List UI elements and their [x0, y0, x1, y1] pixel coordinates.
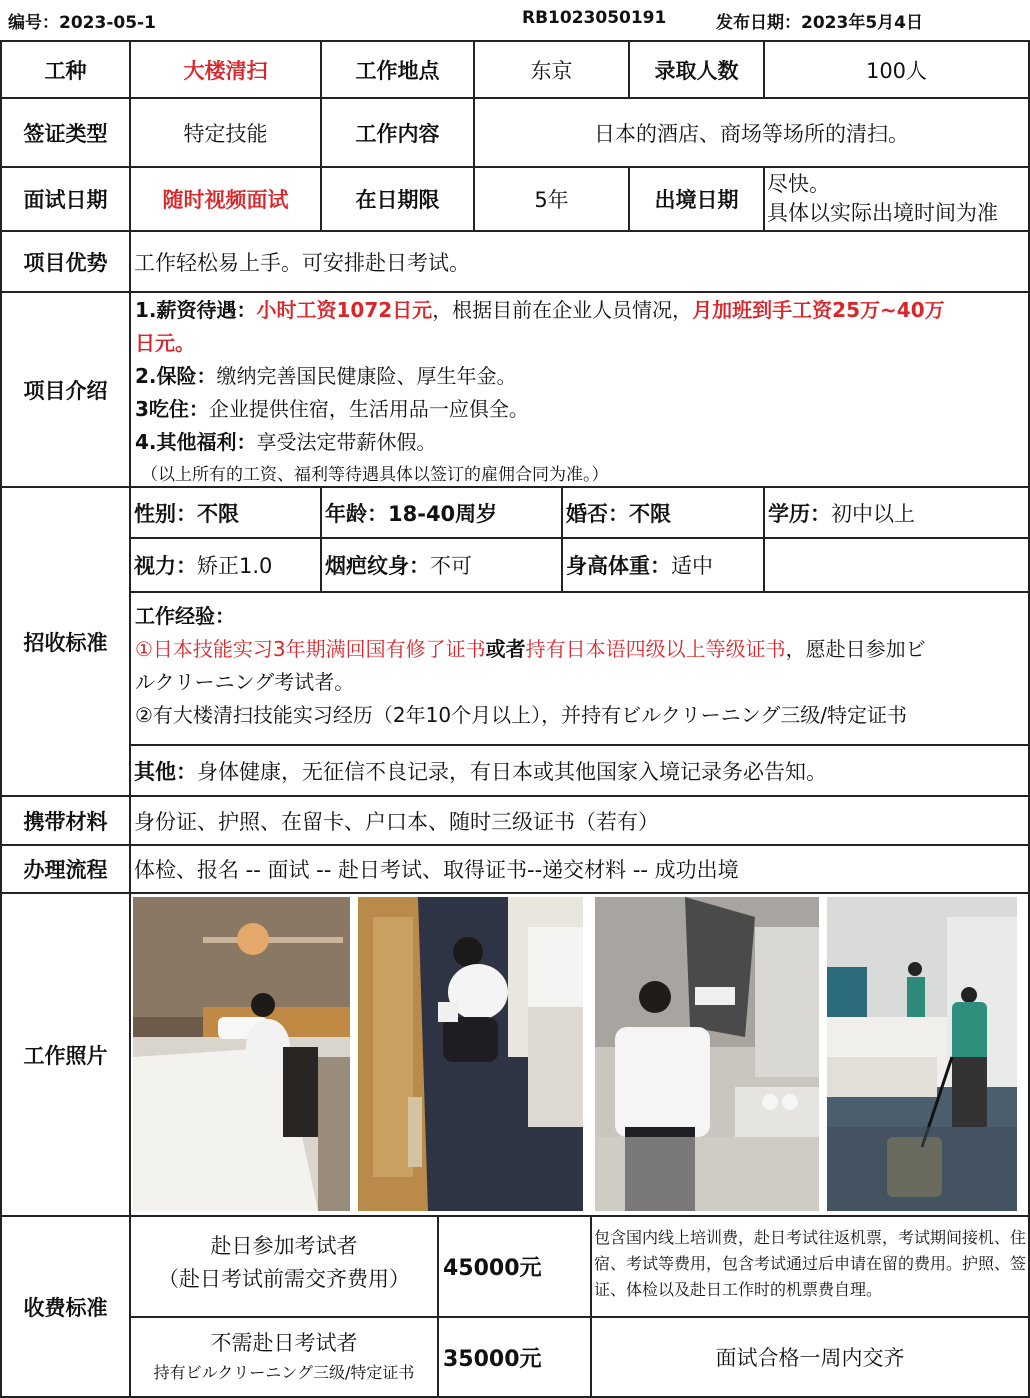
other-requirement: 其他： 身体健康，无征信不良记录，有日本或其他国家入境记录务必告知。	[134, 759, 827, 784]
marital-requirement: 婚否：不限	[566, 501, 671, 526]
age-requirement: 年龄：18-40周岁	[325, 501, 498, 526]
salary-line: 1.薪资待遇：小时工资1072日元，根据目前在企业人员情况，月加班到手工资25万~40万	[135, 298, 945, 322]
materials-label: 携带材料	[23, 809, 108, 834]
serial-number: 编号：2023-05-1	[8, 13, 156, 33]
location-label: 工作地点	[355, 58, 440, 83]
process-label: 办理流程	[23, 858, 108, 882]
process-text: 体检、报名 -- 面试 -- 赴日考试、取得证书--递交材料 -- 成功出境	[134, 858, 739, 882]
height-weight-requirement: 身高体重： 适中	[566, 554, 713, 578]
hires-value: 100人	[865, 58, 928, 83]
job-type-value: 大楼清扫	[183, 58, 268, 83]
interview-value: 随时视频面试	[162, 188, 289, 212]
experience-item-1-cont: ルクリーニング考试者。	[135, 670, 355, 694]
gender-requirement: 性别：不限	[134, 501, 239, 526]
standard-label: 招收标准	[23, 630, 108, 655]
work-photo-bed-making	[133, 897, 350, 1211]
tattoo-requirement: 烟疤纹身： 不可	[325, 554, 472, 578]
stay-period-label: 在日期限	[355, 188, 440, 212]
advantage-label: 项目优势	[23, 250, 108, 275]
fee-price-45000: 45000元	[443, 1256, 542, 1281]
education-requirement: 学历： 初中以上	[768, 501, 915, 526]
fee-price-35000: 35000元	[443, 1346, 542, 1372]
job-content-label: 工作内容	[355, 121, 440, 146]
work-photo-mirror	[595, 897, 819, 1211]
visa-label: 签证类型	[23, 121, 108, 146]
work-photo-crouching	[358, 897, 583, 1211]
photos-label: 工作照片	[23, 1043, 108, 1068]
visa-value: 特定技能	[183, 121, 268, 146]
intro-note: （以上所有的工资、福利等待遇具体以签订的雇佣合同为准。）	[141, 465, 609, 485]
stay-period-value: 5年	[534, 188, 569, 212]
fees-label: 收费标准	[23, 1295, 108, 1320]
hires-label: 录取人数	[654, 58, 739, 83]
materials-text: 身份证、护照、在留卡、户口本、随时三级证书（若有）	[134, 809, 659, 834]
experience-item-2: ②有大楼清扫技能实习经历（2年10个月以上），并持有ビルクリーニング三级/特定证书	[135, 703, 908, 727]
fee-description-a: 包含国内线上培训费，赴日考试往返机票，考试期间接机、住宿、考试等费用，包含考试通过后申请在留的费用。护照、签证、体检以及赴日工作时的机票费自理。	[594, 1228, 1027, 1299]
interview-label: 面试日期	[23, 188, 108, 212]
fee-option-exam-in-japan: 赴日参加考试者 （赴日考试前需交齐费用）	[158, 1234, 410, 1291]
insurance-line: 2.保险：缴纳完善国民健康险、厚生年金。	[135, 364, 517, 388]
experience-heading: 工作经验：	[135, 604, 235, 628]
job-content-value: 日本的酒店、商场等场所的清扫。	[594, 121, 909, 146]
intro-label: 项目介绍	[23, 378, 108, 403]
experience-item-1: ①日本技能实习3年期满回国有修了证书或者持有日本语四级以上等级证书，愿赴日参加ビ	[135, 637, 926, 661]
experience-block	[131, 600, 1026, 732]
work-photo-vacuum	[827, 897, 1017, 1211]
housing-line: 3吃住：企业提供住宿，生活用品一应俱全。	[135, 397, 529, 421]
publish-date: 发布日期：2023年5月4日	[716, 13, 923, 33]
departure-label: 出境日期	[654, 188, 739, 212]
advantage-text: 工作轻松易上手。可安排赴日考试。	[134, 250, 470, 275]
job-type-label: 工种	[44, 58, 87, 83]
fee-option-no-exam: 不需赴日考试者 持有ビルクリーニング三级/特定证书	[153, 1331, 415, 1382]
location-value: 东京	[530, 58, 573, 83]
salary-line-2: 日元。	[135, 331, 195, 355]
departure-value: 尽快。 具体以实际出境时间为准	[767, 172, 998, 225]
reference-code: RB1023050191	[522, 8, 667, 28]
fee-description-b: 面试合格一周内交齐	[715, 1346, 905, 1370]
intro-body	[131, 294, 1026, 492]
welfare-line: 4.其他福利：享受法定带薪休假。	[135, 430, 437, 454]
vision-requirement: 视力： 矫正1.0	[134, 554, 273, 578]
